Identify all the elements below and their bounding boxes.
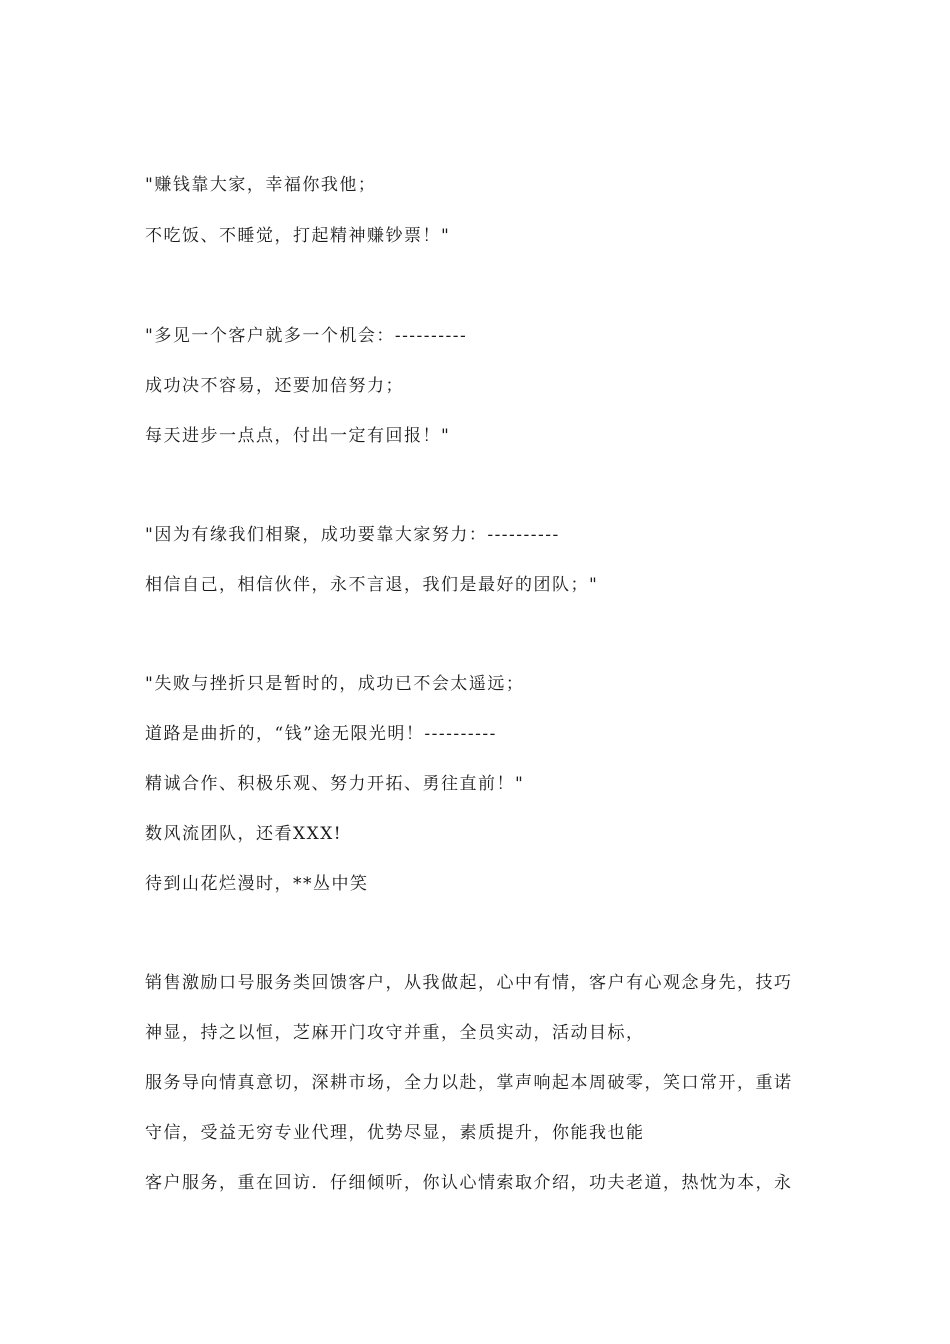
text-line: "失败与挫折只是暂时的，成功已不会太遥远； <box>145 674 525 694</box>
text-line: 销售激励口号服务类回馈客户，从我做起，心中有情，客户有心观念身先，技巧 <box>145 973 793 993</box>
text-line: 精诚合作、积极乐观、努力开拓、勇往直前！" <box>145 774 525 794</box>
text-line: 道路是曲折的，“钱”途无限光明！---------- <box>145 724 497 744</box>
text-line: 每天进步一点点，付出一定有回报！" <box>145 426 451 446</box>
text-line: "多见一个客户就多一个机会：---------- <box>145 326 468 346</box>
text-line: 服务导向情真意切，深耕市场，全力以赴，掌声响起本周破零，笑口常开，重诺 <box>145 1073 793 1093</box>
text-line: 守信，受益无穷专业代理，优势尽显，素质提升，你能我也能 <box>145 1123 645 1143</box>
text-line: 数风流团队，还看XXX! <box>145 824 343 844</box>
text-line: 待到山花烂漫时，**丛中笑 <box>145 874 369 894</box>
text-line: 成功决不容易，还要加倍努力； <box>145 376 404 396</box>
text-line: 相信自己，相信伙伴，永不言退，我们是最好的团队；" <box>145 575 599 595</box>
text-line: "赚钱靠大家，幸福你我他； <box>145 175 377 195</box>
text-line: 不吃饭、不睡觉，打起精神赚钞票！" <box>145 226 451 246</box>
text-line: "因为有缘我们相聚，成功要靠大家努力：---------- <box>145 525 560 545</box>
text-line: 神显，持之以恒，芝麻开门攻守并重，全员实动，活动目标， <box>145 1023 645 1043</box>
text-line: 客户服务，重在回访．仔细倾听，你认心情索取介绍，功夫老道，热忱为本，永 <box>145 1173 793 1193</box>
